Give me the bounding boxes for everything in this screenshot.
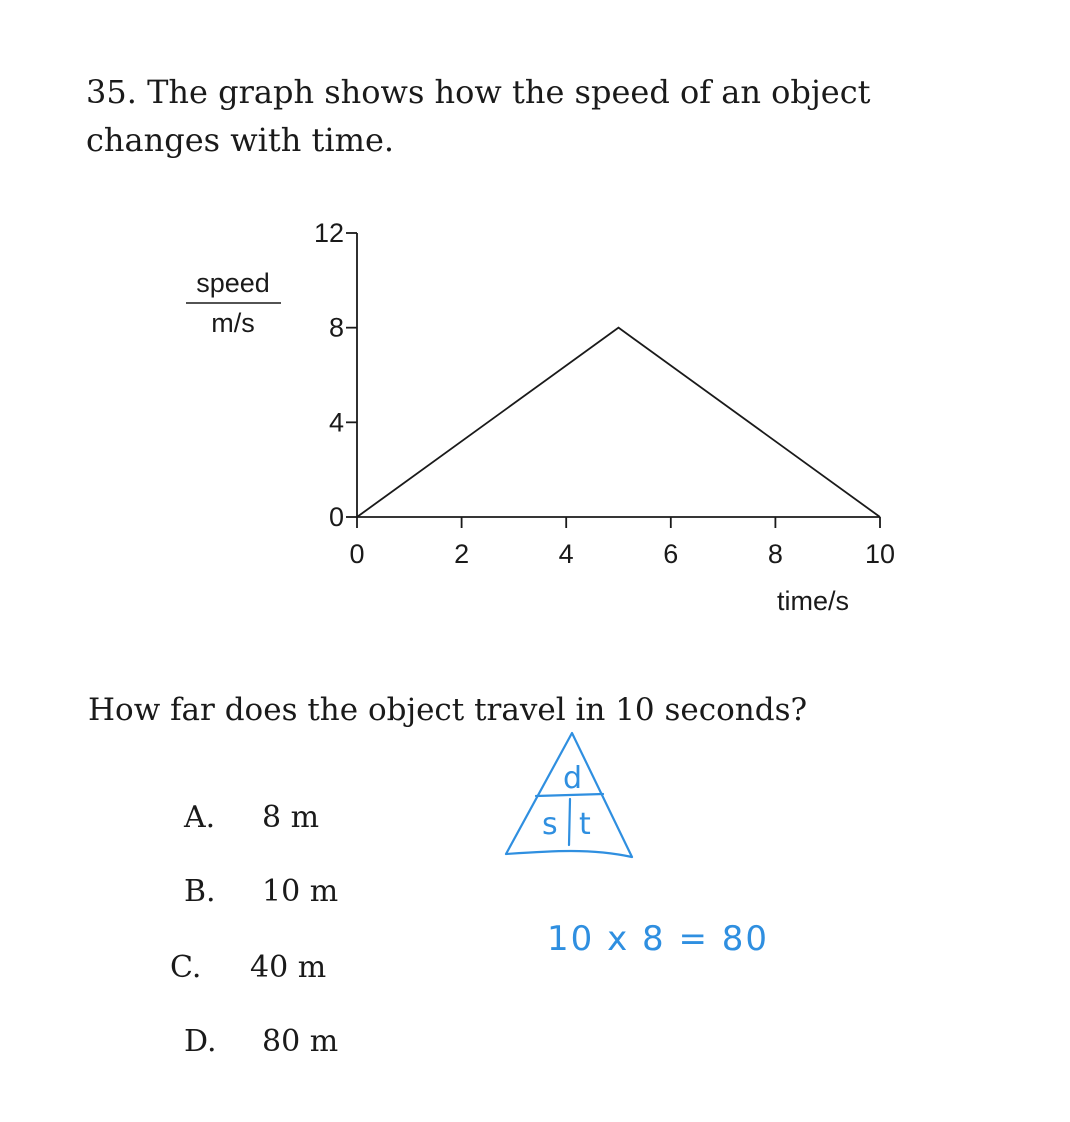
option-value: 10 m (262, 874, 339, 909)
formula-t: t (579, 807, 591, 842)
option-b[interactable] (184, 874, 338, 909)
x-tick-label: 2 (454, 539, 470, 569)
y-tick-label: 4 (328, 407, 344, 438)
option-d[interactable] (184, 1024, 338, 1059)
option-value: 40 m (250, 950, 327, 985)
option-letter: C. (170, 950, 202, 985)
y-tick-label: 8 (328, 312, 344, 343)
option-letter: D. (184, 1024, 217, 1059)
y-axis-label-speed: speed (196, 268, 270, 298)
option-value: 80 m (262, 1024, 339, 1059)
question-text-line-1: The graph shows how the speed of an object (147, 73, 871, 111)
option-value: 8 m (262, 800, 320, 835)
question-prompt: How far does the object travel in 10 seconds? (88, 692, 808, 728)
x-tick-label: 0 (349, 539, 365, 569)
formula-d: d (563, 761, 583, 796)
y-tick-label: 0 (328, 502, 344, 532)
option-a[interactable] (184, 800, 319, 835)
y-tick-label: 12 (313, 218, 344, 248)
x-tick-label: 8 (767, 539, 783, 569)
speed-line (357, 328, 880, 517)
option-c[interactable] (170, 950, 326, 985)
x-tick-label: 10 (864, 539, 896, 569)
formula-s: s (542, 807, 558, 842)
option-letter: B. (184, 874, 216, 909)
y-axis-label-unit: m/s (211, 308, 255, 338)
x-tick-label: 4 (558, 539, 574, 569)
x-axis-label: time/s (776, 586, 850, 616)
axes (357, 233, 880, 517)
calculation: 10 x 8 = 80 (547, 919, 769, 959)
x-tick-label: 6 (663, 539, 679, 569)
question-number: 35. (86, 73, 137, 111)
option-letter: A. (184, 800, 216, 835)
series (357, 328, 880, 517)
question-text-line-2: changes with time. (86, 121, 395, 159)
